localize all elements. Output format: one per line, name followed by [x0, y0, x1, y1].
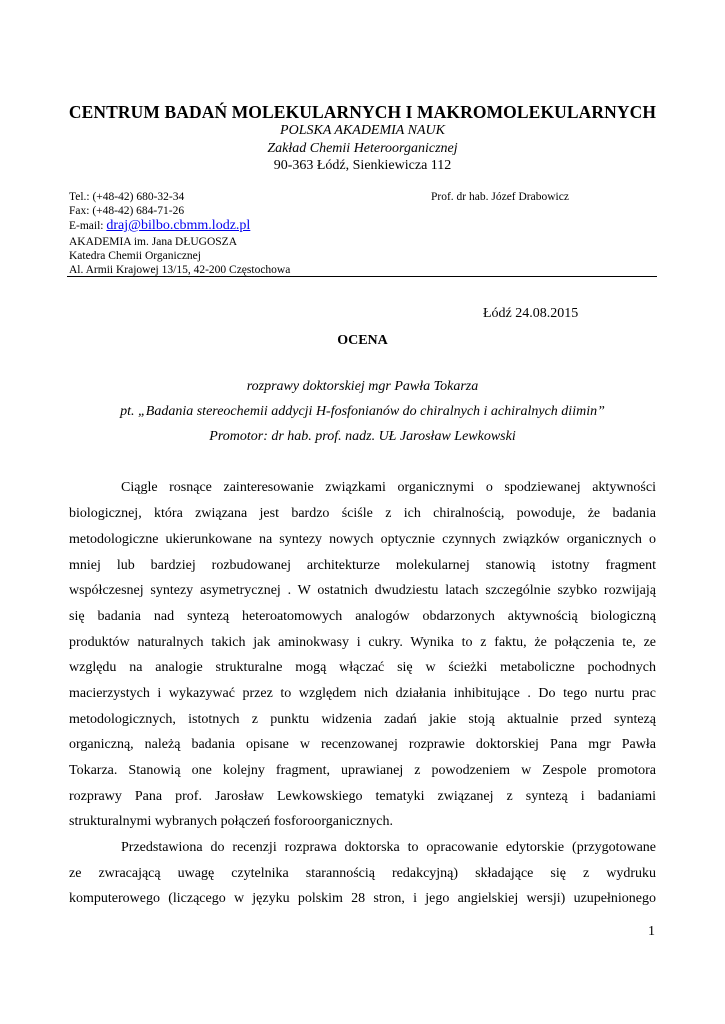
body-line: metodologicznych, istotnych z punktu widzenia zadań jakie stoją aktualnie przed syntezą: [69, 712, 656, 727]
review-subtitle: rozprawy doktorskiej mgr Pawła Tokarza: [246, 379, 479, 394]
body-line: produktów naturalnych takich jak aminokwasy i cukry. Wynika to z faktu, że połączenia te, ze: [69, 635, 656, 650]
department-name: Zakład Chemii Heteroorganicznej: [267, 141, 458, 156]
thesis-title: pt. „Badania stereochemii addycji H-fosfonianów do chiralnych i achiralnych diimin”: [120, 404, 605, 419]
affiliation-line-3: Al. Armii Krajowej 13/15, 42-200 Częstochowa: [69, 264, 291, 276]
body-line: współczesnej syntezy asymetrycznej . W ostatnich dwudziestu latach szczególnie szybko rozwijają: [69, 583, 656, 598]
body-line: ze zwracającą uwagę czytelnika starannością redakcyjną) składające się z wydruku: [69, 866, 656, 881]
telephone: Tel.: (+48-42) 680-32-34: [69, 191, 185, 203]
body-line: mniej lub bardziej rozbudowanej architekturze molekularnej stanowią istotny fragment: [69, 558, 656, 573]
body-line: rozprawy Pana prof. Jarosław Lewkowskiego tematyki związanej z syntezą i badaniami: [69, 789, 656, 804]
body-line: komputerowego (liczącego w języku polskim 28 stron, i jego angielskiej wersji) uzupełnionego: [69, 891, 656, 906]
fax: Fax: (+48-42) 684-71-26: [69, 205, 185, 217]
header-divider: [67, 276, 657, 277]
institution-title: CENTRUM BADAŃ MOLEKULARNYCH I MAKROMOLEKULARNYCH: [68, 102, 657, 122]
body-line: Tokarza. Stanowią one kolejny fragment, uprawianej z powodzeniem w Zespole promotora: [69, 763, 656, 778]
institution-address: 90-363 Łódź, Sienkiewicza 112: [273, 158, 452, 173]
email-link[interactable]: draj@bilbo.cbmm.lodz.pl: [106, 218, 251, 233]
body-line: się badania nad syntezą heteroatomowych analogów obdarzonych aktywnością biologiczną: [69, 609, 656, 624]
body-line: względu na analogie strukturalne mogą włączać się w ścieżki metaboliczne pochodnych: [69, 660, 656, 675]
document-heading: OCENA: [337, 333, 388, 348]
email-label: E-mail:: [69, 220, 107, 232]
professor-name: Prof. dr hab. Józef Drabowicz: [431, 191, 569, 203]
promoter: Promotor: dr hab. prof. nadz. UŁ Jarosław Lewkowski: [209, 429, 516, 444]
body-line: biologicznej, która związana jest bardzo ściśle z ich chiralnością, powoduje, że badania: [69, 506, 656, 521]
email-line: [69, 219, 250, 233]
body-line: Ciągle rosnące zainteresowanie związkami organicznymi o spodziewanej aktywności: [121, 480, 656, 495]
affiliation-line-2: Katedra Chemii Organicznej: [69, 250, 201, 262]
body-line: strukturalnymi wybranych połączeń fosforoorganicznych.: [69, 814, 393, 829]
document-date: Łódź 24.08.2015: [483, 306, 579, 321]
affiliation-line-1: AKADEMIA im. Jana DŁUGOSZA: [69, 236, 238, 248]
page-number: 1: [648, 924, 655, 939]
body-line: Przedstawiona do recenzji rozprawa doktorska to opracowanie edytorskie (przygotowane: [121, 840, 656, 855]
body-line: macierzystych i wykazywać przez to względem nich działania inhibitujące . Do tego nurtu prac: [69, 686, 656, 701]
academy-name: POLSKA AKADEMIA NAUK: [280, 123, 445, 138]
body-line: metodologiczne ukierunkowane na syntezy nowych optycznie czynnych związków organicznych o: [69, 532, 656, 547]
body-line: organiczną, należą badania opisane w recenzowanej rozprawie doktorskiej Pana mgr Pawła: [69, 737, 656, 752]
